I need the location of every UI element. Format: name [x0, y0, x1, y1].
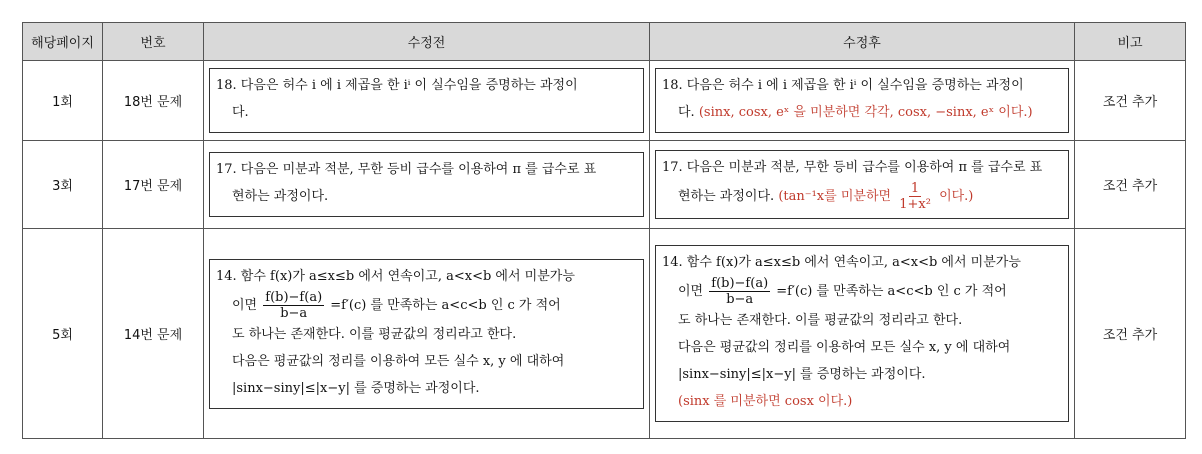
- question-box-after: [655, 68, 1069, 133]
- added-condition: (sinx 를 미분하면 cosx 이다.): [678, 394, 853, 409]
- question-line: |sinx−siny|≤|x−y| 를 증명하는 과정이다.: [232, 380, 480, 396]
- question-box-before: [209, 152, 644, 217]
- row-note: 조건 추가: [1075, 61, 1186, 141]
- header-after: 수정후: [650, 23, 1075, 61]
- question-line: 다음은 평균값의 정리를 이용하여 모든 실수 x, y 에 대하여: [678, 340, 1011, 355]
- before-cell: [204, 141, 650, 229]
- question-text: 다.: [678, 105, 695, 120]
- row-number: 18번 문제: [103, 61, 204, 141]
- row-page: 1회: [23, 61, 103, 141]
- added-condition: (sinx, cosx, eˣ 을 미분하면 각각, cosx, −sinx, eˣ 이다.): [698, 105, 1033, 120]
- table-row: [23, 229, 1186, 439]
- errata-table: [22, 22, 1186, 439]
- question-line: 17. 다음은 미분과 적분, 무한 등비 급수를 이용하여 π 를 급수로 표: [662, 160, 1043, 175]
- header-note: 비고: [1075, 23, 1186, 61]
- question-text: =f′(c) 를 만족하는 a<c<b 인 c 가 적어: [330, 297, 561, 313]
- after-cell: [650, 141, 1075, 229]
- question-line: 18. 다음은 허수 i 에 i 제곱을 한 iⁱ 이 실수임을 증명하는 과정이: [216, 78, 578, 93]
- question-text: =f′(c) 를 만족하는 a<c<b 인 c 가 적어: [776, 284, 1007, 299]
- fraction: [897, 181, 933, 212]
- question-line: [662, 276, 1060, 307]
- row-number: 17번 문제: [103, 141, 204, 229]
- fraction: [709, 276, 770, 307]
- question-line: 다음은 평균값의 정리를 이용하여 모든 실수 x, y 에 대하여: [232, 353, 565, 369]
- question-line: 18. 다음은 허수 i 에 i 제곱을 한 iⁱ 이 실수임을 증명하는 과정이: [662, 78, 1024, 93]
- question-line: 14. 함수 f(x)가 a≤x≤b 에서 연속이고, a<x<b 에서 미분가능: [662, 255, 1021, 270]
- table-row: [23, 61, 1186, 141]
- fraction-denominator: b−a: [280, 305, 308, 321]
- row-number: 14번 문제: [103, 229, 204, 439]
- added-condition: [778, 181, 974, 212]
- question-line: [662, 181, 1060, 212]
- question-text: 이면: [678, 284, 704, 299]
- after-cell: [650, 61, 1075, 141]
- added-prefix: (tan⁻¹x를 미분하면: [778, 189, 892, 204]
- question-line: |sinx−siny|≤|x−y| 를 증명하는 과정이다.: [678, 367, 926, 382]
- question-line: 다.: [232, 105, 249, 120]
- question-text: 이면: [232, 297, 258, 313]
- header-row: [23, 23, 1186, 61]
- before-cell: [204, 61, 650, 141]
- before-cell: [204, 229, 650, 439]
- question-text: 현하는 과정이다.: [678, 189, 775, 204]
- fraction-denominator: b−a: [726, 292, 754, 307]
- added-suffix: 이다.): [939, 189, 974, 204]
- question-line: 현하는 과정이다.: [232, 189, 329, 204]
- header-page: 해당페이지: [23, 23, 103, 61]
- table-row: [23, 141, 1186, 229]
- after-cell: [650, 229, 1075, 439]
- question-line: 14. 함수 f(x)가 a≤x≤b 에서 연속이고, a<x<b 에서 미분가능: [216, 268, 575, 284]
- fraction-denominator: 1+x²: [899, 197, 931, 212]
- row-page: 3회: [23, 141, 103, 229]
- fraction-numerator: 1: [910, 181, 920, 196]
- row-note: 조건 추가: [1075, 141, 1186, 229]
- row-page: 5회: [23, 229, 103, 439]
- question-line: 도 하나는 존재한다. 이를 평균값의 정리라고 한다.: [678, 313, 963, 328]
- header-number: 번호: [103, 23, 204, 61]
- row-note: 조건 추가: [1075, 229, 1186, 439]
- question-line: [216, 290, 635, 321]
- question-line: 17. 다음은 미분과 적분, 무한 등비 급수를 이용하여 π 를 급수로 표: [216, 162, 597, 177]
- fraction-numerator: f(b)−f(a): [711, 276, 769, 291]
- question-box-before: [209, 259, 644, 409]
- question-line: 도 하나는 존재한다. 이를 평균값의 정리라고 한다.: [232, 326, 517, 342]
- header-before: 수정전: [204, 23, 650, 61]
- question-line: [662, 99, 1060, 126]
- question-box-after: [655, 245, 1069, 422]
- fraction: [263, 290, 324, 321]
- fraction-numerator: f(b)−f(a): [265, 289, 323, 305]
- question-box-after: [655, 150, 1069, 219]
- question-box-before: [209, 68, 644, 133]
